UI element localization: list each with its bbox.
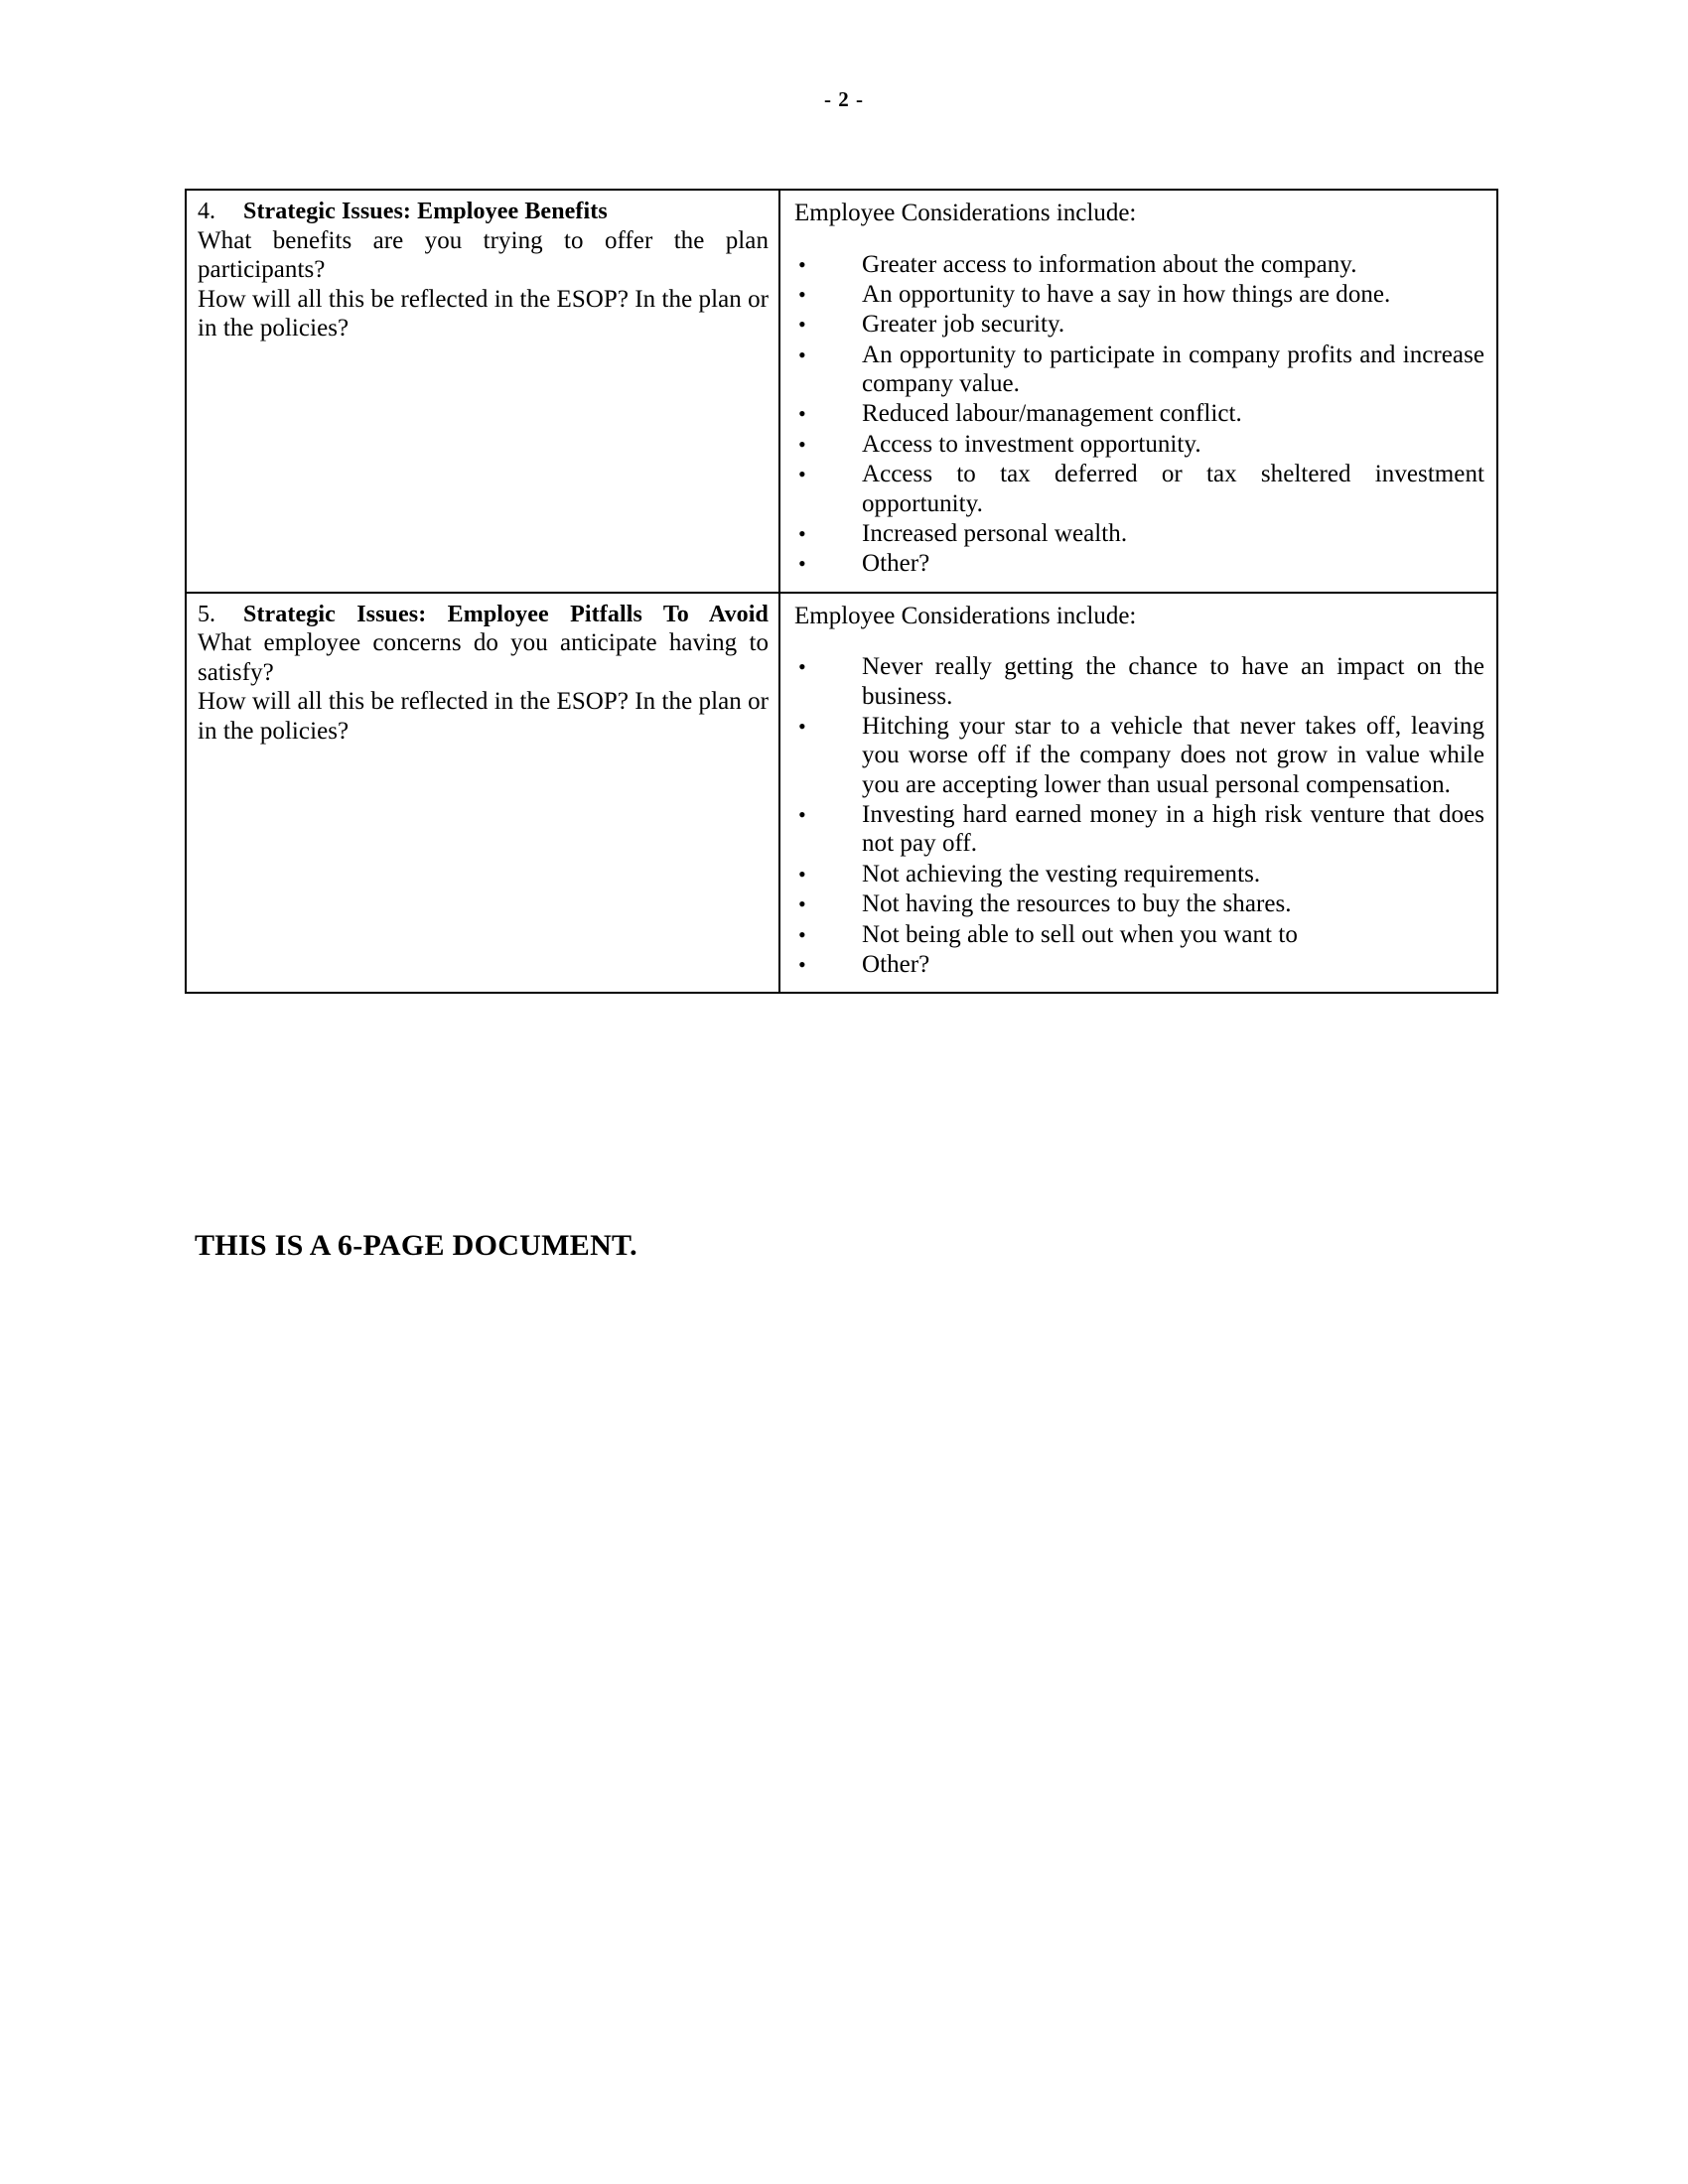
list-item — [794, 430, 1484, 459]
issue-heading-4 — [198, 199, 769, 226]
list-item — [794, 549, 1484, 578]
list-item — [794, 712, 1484, 799]
issue-number-4: 4. — [198, 199, 215, 224]
considerations-lead-4: Employee Considerations include: — [794, 200, 1137, 226]
bullet-icon: • — [798, 312, 806, 338]
list-item — [794, 280, 1484, 309]
list-item-text: Not having the resources to buy the shares. — [862, 890, 1292, 918]
list-item — [794, 250, 1484, 279]
list-item-text: An opportunity to participate in company profits and increase company value. — [862, 341, 1484, 397]
list-item — [794, 860, 1484, 888]
bullet-icon: • — [798, 401, 806, 427]
considerations-lead-5: Employee Considerations include: — [794, 602, 1137, 629]
list-item-text: Hitching your star to a vehicle that never takes off, leaving you worse off if the company does not grow in value while you are accepting lower than usual personal compensation. — [862, 712, 1484, 798]
bullet-icon: • — [798, 341, 806, 367]
bullet-icon: • — [798, 281, 806, 307]
bullet-icon: • — [798, 251, 806, 277]
issue-question-5-1: What employee concerns do you anticipate having to satisfy? — [198, 629, 769, 686]
bullet-icon: • — [798, 551, 806, 577]
list-item-text: Access to investment opportunity. — [862, 430, 1201, 458]
table-row — [186, 190, 1497, 593]
list-item — [794, 341, 1484, 399]
issue-question-5-2: How will all this be reflected in the ESOP? In the plan or in the policies? — [198, 688, 769, 745]
issue-heading-5 — [198, 602, 769, 629]
list-item-text: Other? — [862, 550, 930, 578]
bullet-icon: • — [798, 861, 806, 887]
list-item-text: Greater access to information about the company. — [862, 250, 1357, 278]
bullet-icon: • — [798, 951, 806, 977]
list-item-text: Not achieving the vesting requirements. — [862, 860, 1261, 887]
page-number-header: - 2 - — [824, 87, 864, 111]
strategic-issues-table — [185, 189, 1498, 994]
considerations-list-4 — [794, 250, 1484, 579]
bullet-icon: • — [798, 921, 806, 947]
list-item-text: Other? — [862, 950, 930, 978]
list-item-text: Reduced labour/management conflict. — [862, 400, 1242, 428]
bullet-icon: • — [798, 431, 806, 457]
list-item-text: Never really getting the chance to have an impact on the business. — [862, 653, 1484, 710]
issue-title-5: Strategic Issues: Employee Pitfalls To Avoid — [243, 601, 769, 627]
bullet-icon: • — [798, 891, 806, 917]
list-item-text: Increased personal wealth. — [862, 519, 1128, 547]
bullet-icon: • — [798, 713, 806, 739]
list-item-text: Greater job security. — [862, 311, 1065, 339]
list-item — [794, 310, 1484, 339]
issue-question-4-2: How will all this be reflected in the ESOP? In the plan or in the policies? — [198, 285, 769, 341]
table-row — [186, 593, 1497, 994]
bullet-icon: • — [798, 802, 806, 827]
list-item — [794, 652, 1484, 711]
list-item — [794, 889, 1484, 918]
issue-cell-5 — [186, 593, 779, 994]
list-item-text: Not being able to sell out when you want to — [862, 920, 1298, 948]
bullet-icon: • — [798, 520, 806, 546]
issue-cell-4 — [186, 190, 779, 593]
list-item-text: An opportunity to have a say in how things are done. — [862, 280, 1391, 308]
list-item-text: Investing hard earned money in a high risk venture that does not pay off. — [862, 801, 1484, 858]
issue-title-4: Strategic Issues: Employee Benefits — [243, 199, 608, 224]
bullet-icon: • — [798, 462, 806, 487]
considerations-cell-4 — [779, 190, 1497, 593]
list-item — [794, 950, 1484, 979]
list-item-text: Access to tax deferred or tax sheltered investment opportunity. — [862, 461, 1484, 517]
list-item — [794, 399, 1484, 428]
issue-number-5: 5. — [198, 601, 215, 627]
considerations-cell-5 — [779, 593, 1497, 994]
list-item — [794, 800, 1484, 859]
issue-question-4-1: What benefits are you trying to offer the plan participants? — [198, 226, 769, 284]
list-item — [794, 460, 1484, 518]
list-item — [794, 920, 1484, 949]
list-item — [794, 519, 1484, 548]
considerations-list-5 — [794, 652, 1484, 979]
closing-note: THIS IS A 6-PAGE DOCUMENT. — [195, 1229, 637, 1262]
bullet-icon: • — [798, 654, 806, 680]
